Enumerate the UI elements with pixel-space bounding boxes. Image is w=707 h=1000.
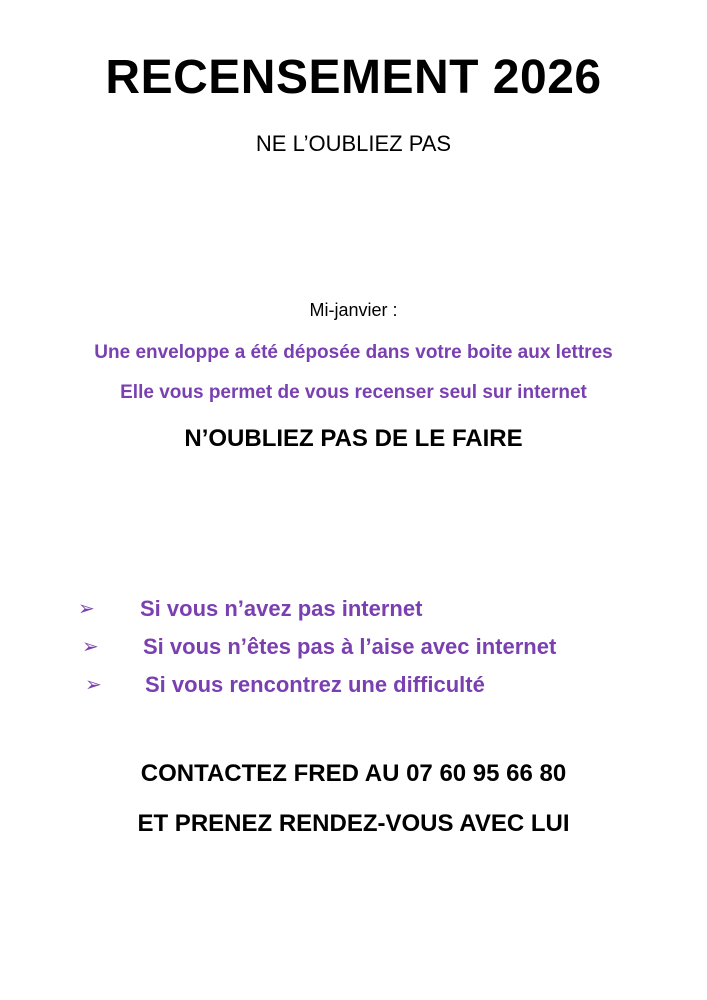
reminder-heading: N’OUBLIEZ PAS DE LE FAIRE (184, 425, 523, 452)
contact-appointment-line: ET PRENEZ RENDEZ-VOUS AVEC LUI (137, 810, 570, 837)
contact-phone-line: CONTACTEZ FRED AU 07 60 95 66 80 (140, 760, 567, 787)
date-label: Mi-janvier : (309, 300, 398, 320)
arrowhead-bullet-icon: ➢ (78, 598, 95, 620)
page-subtitle: NE L’OUBLIEZ PAS (255, 131, 452, 156)
arrowhead-bullet-icon: ➢ (82, 636, 99, 658)
page-title: RECENSEMENT 2026 (105, 51, 602, 104)
info-paragraph: Une enveloppe a été déposée dans votre boite aux lettres (94, 342, 613, 363)
bullet-text: Si vous n’êtes pas à l’aise avec internet (143, 634, 557, 659)
bullet-text: Si vous n’avez pas internet (140, 596, 423, 621)
info-paragraph: Elle vous permet de vous recenser seul sur internet (120, 382, 587, 403)
arrowhead-bullet-icon: ➢ (85, 674, 102, 696)
bullet-text: Si vous rencontrez une difficulté (145, 672, 485, 697)
